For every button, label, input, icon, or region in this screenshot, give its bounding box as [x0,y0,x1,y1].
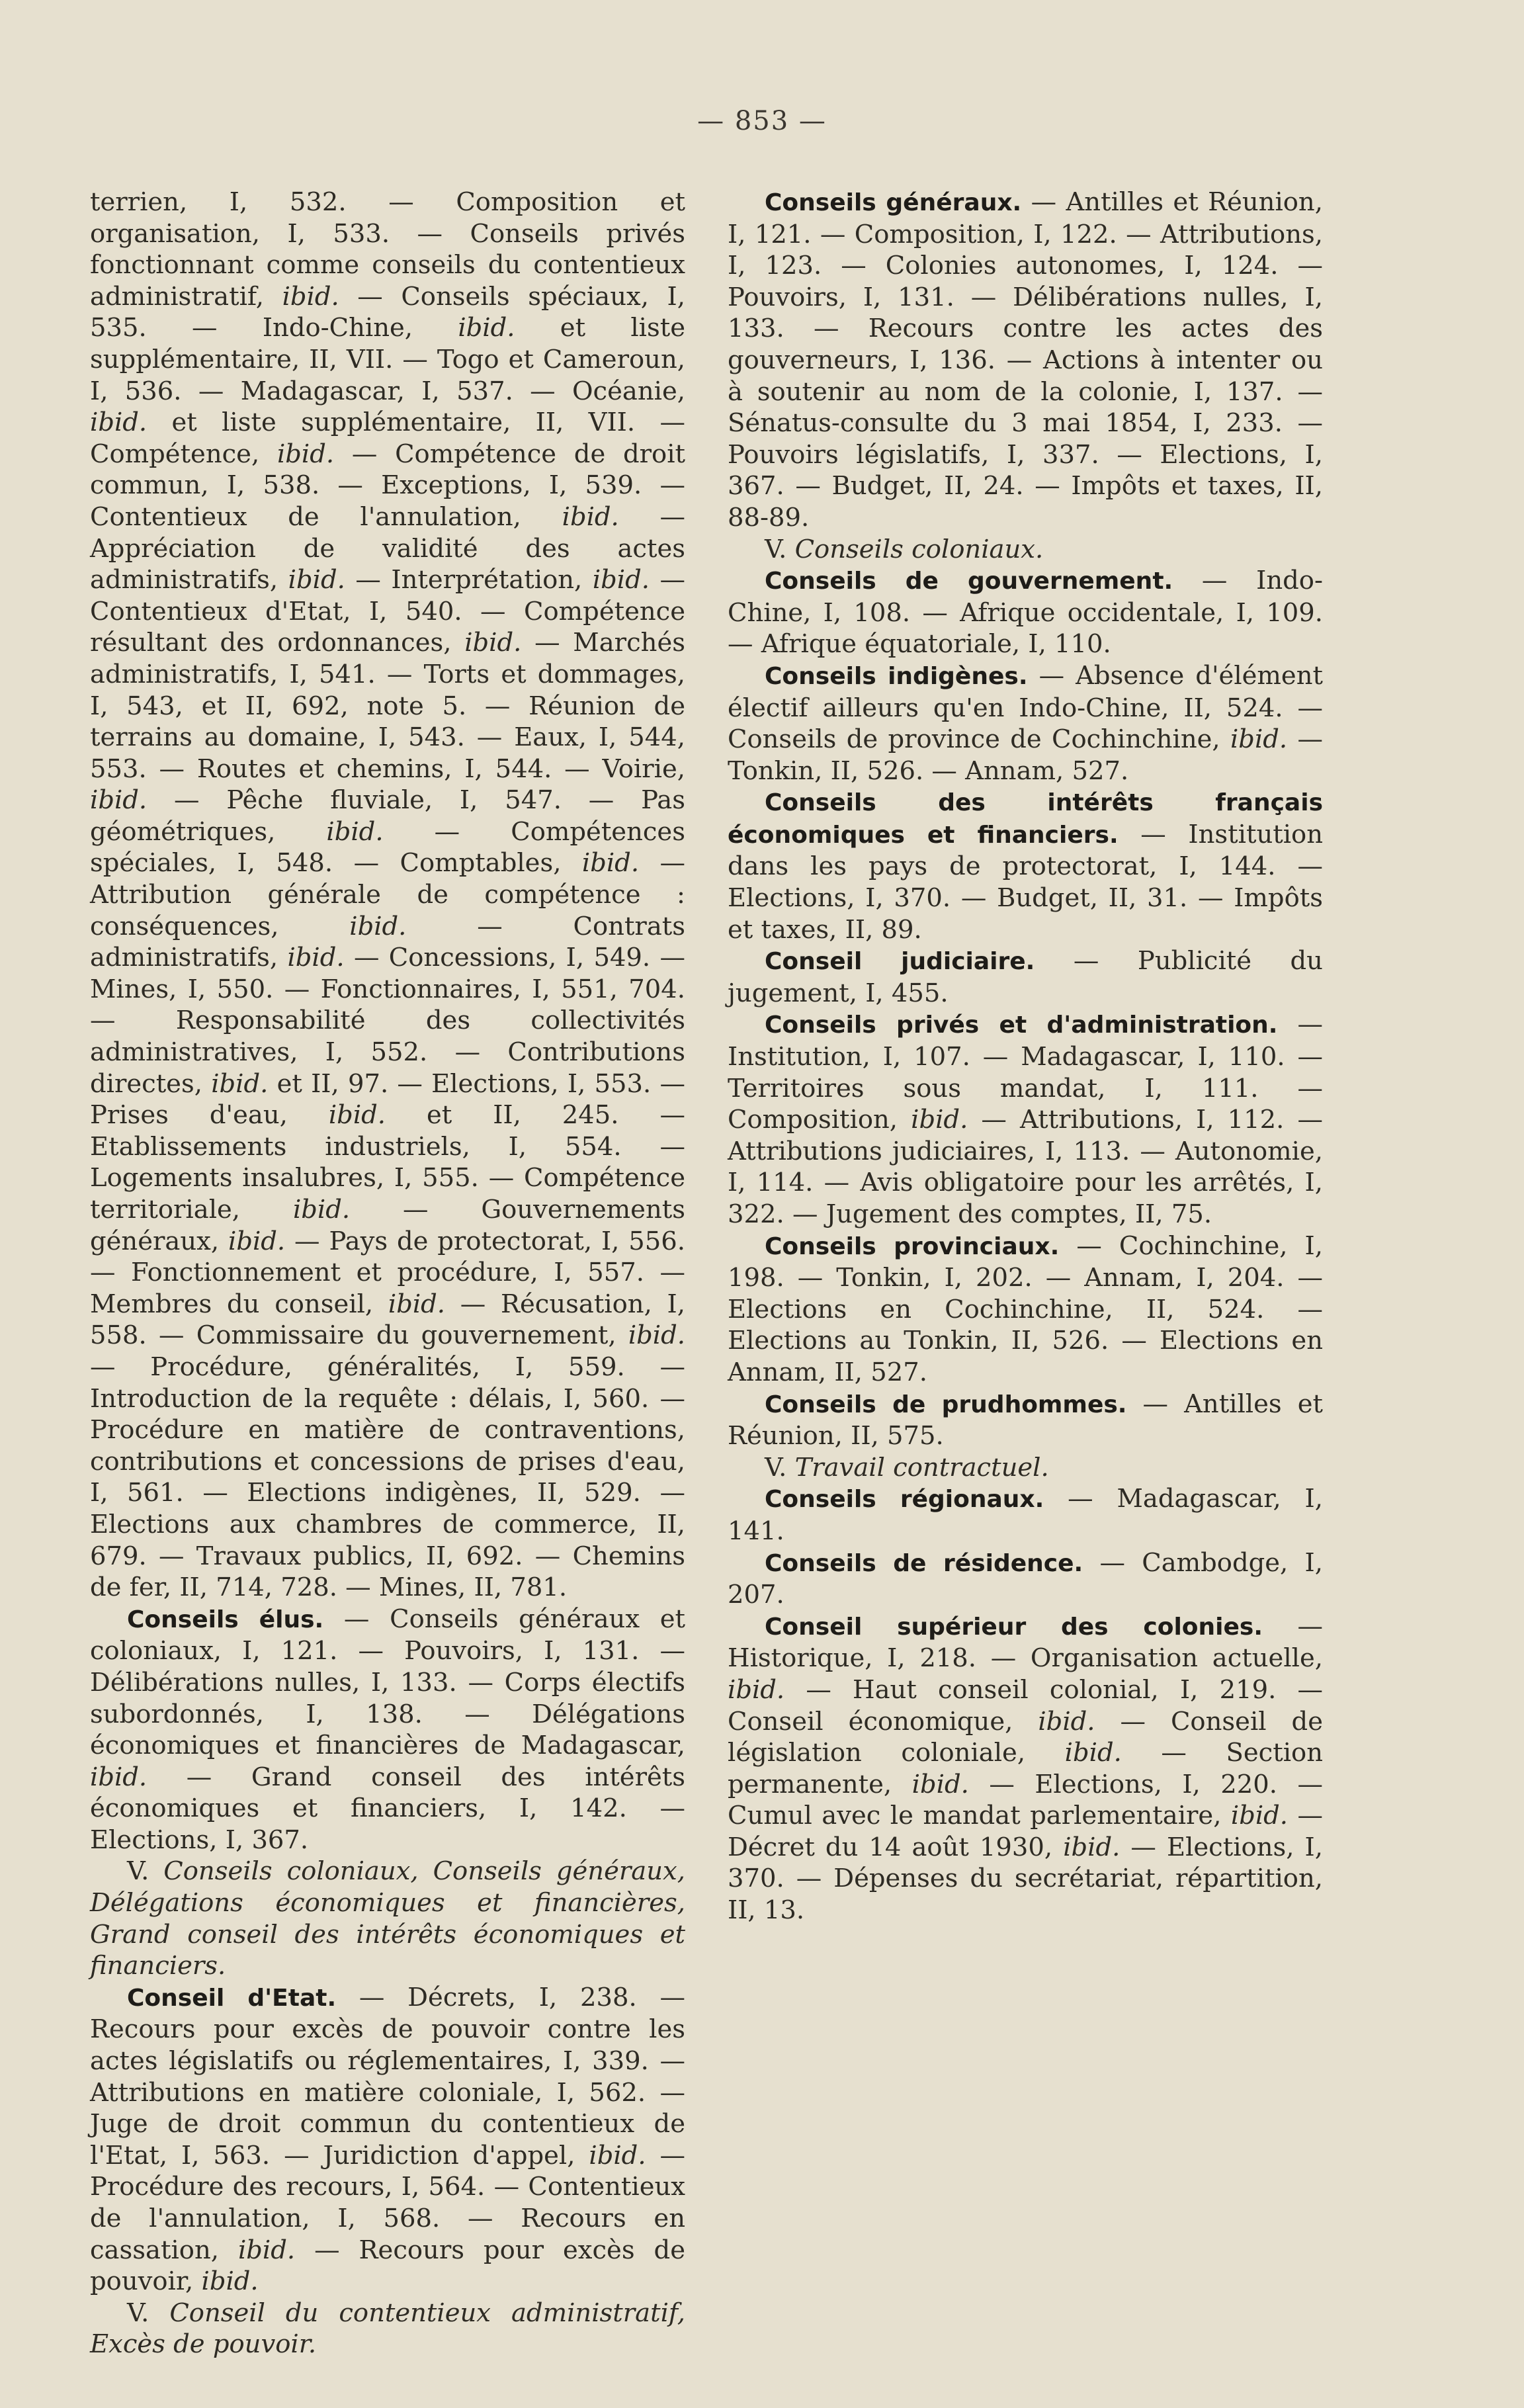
see-also [90,2298,685,2360]
entry-heading: Conseils de prudhommes. [765,1391,1127,1418]
index-entry [728,1009,1323,1230]
index-entry [728,1611,1323,1926]
entry-heading: Conseils de gouvernement. [765,568,1173,595]
entry-text: terrien, I, 532. — Composition et organisation, I, 533. — Conseils privés fonctionnant comme conseils du contentieux administratif, ibid. — Conseils spéciaux, I, 535. — Indo-Chine, ibid. et liste supplémentaire, II, VII. — Togo et Cameroun, I, 536. — Madagascar, I, 537. — Océanie, ibid. et liste supplémentaire, II, VII. — Compétence, ibid. — Compétence de droit commun, I, 538. — Exceptions, I, 539. — Contentieux de l'annulation, ibid. — Appréciation de validité des actes administratifs, ibid. — Interprétation, ibid. — Contentieux d'Etat, I, 540. — Compétence résultant des ordonnances, ibid. — Marchés administratifs, I, 541. — Torts et dommages, I, 543, et II, 692, note 5. — Réunion de terrains au domaine, I, 543. — Eaux, I, 544, 553. — Routes et chemins, I, 544. — Voirie, ibid. — Pêche fluviale, I, 547. — Pas géométriques, ibid. — Compétences spéciales, I, 548. — Comptables, ibid. — Attribution générale de compétence : conséquences, ibid. — Contrats administratifs, ibid. — Concessions, I, 549. — Mines, I, 550. — Fonctionnaires, I, 551, 704. — Responsabilité des collectivités administratives, I, 552. — Contributions directes, ibid. et II, 97. — Elections, I, 553. — Prises d'eau, ibid. et II, 245. — Etablissements industriels, I, 554. — Logements insalubres, I, 555. — Compétence territoriale, ibid. — Gouvernements généraux, ibid. — Pays de protectorat, I, 556. — Fonctionnement et procédure, I, 557. — Membres du conseil, ibid. — Récusation, I, 558. — Commissaire du gouvernement, ibid. — Procédure, généralités, I, 559. — Introduction de la requête : délais, I, 560. — Procédure en matière de contraventions, contributions et concessions de prises d'eau, I, 561. — Elections indigènes, II, 529. — Elections aux chambres de commerce, II, 679. — Travaux publics, II, 692. — Chemins de fer, II, 714, 728. — Mines, II, 781. [90,187,686,1603]
entry-text: — Cochinchine, I, 198. — Tonkin, I, 202. — Annam, I, 204. — Elections en Cochinchine, II, 524. — Elections au Tonkin, II, 526. — Elections en Annam, II, 527. [728,1230,1323,1387]
see-prefix: V. [765,534,795,564]
entry-text: — Absence d'élément électif ailleurs qu'en Indo-Chine, II, 524. — Conseils de province de Cochinchine, ibid. — Tonkin, II, 526. — Annam, 527. [728,660,1323,786]
index-entry [90,1604,685,1856]
see-prefix: V. [127,2298,170,2328]
index-entry [728,565,1323,660]
see-prefix: V. [127,1856,164,1887]
entry-heading: Conseil judiciaire. [765,948,1035,976]
index-entry [728,1483,1323,1547]
entry-text: — Cambodge, I, 207. [728,1547,1323,1610]
entry-text: — Institution, I, 107. — Madagascar, I, 110. — Territoires sous mandat, I, 111. — Composition, ibid. — Attributions, I, 112. — Attributions judiciaires, I, 113. — Autonomie, I, 114. — Avis obligatoire pour les arrêtés, I, 322. — Jugement des comptes, II, 75. [728,1010,1324,1229]
entry-text: — Antilles et Réunion, II, 575. [728,1389,1323,1451]
index-entry [728,787,1323,945]
see-also-text: Conseils coloniaux, Conseils généraux, Délégations économiques et financières, Grand conseil des intérêts économiques et financiers. [90,1856,685,1981]
see-also [728,534,1323,566]
entry-text: — Institution dans les pays de protectorat, I, 144. — Elections, I, 370. — Budget, II, 31. — Impôts et taxes, II, 89. [728,819,1323,945]
index-entry [728,1389,1323,1452]
index-entry [728,1230,1323,1389]
index-entry [90,1982,685,2298]
entry-text: — Indo-Chine, I, 108. — Afrique occidentale, I, 109. — Afrique équatoriale, I, 110. [728,566,1323,660]
entry-text: — Conseils généraux et coloniaux, I, 121. — Pouvoirs, I, 131. — Délibérations nulles, I, 133. — Corps électifs subordonnés, I, 138. — Délégations économiques et financières de Madagascar, ibid. — Grand conseil des intérêts économiques et financiers, I, 142. — Elections, I, 367. [90,1604,685,1855]
entry-heading: Conseils provinciaux. [765,1232,1060,1260]
entry-heading: Conseils de résidence. [765,1549,1083,1577]
entry-text: — Madagascar, I, 141. [728,1484,1323,1546]
entry-heading: Conseil d'Etat. [127,1984,337,2012]
see-also [90,1856,685,1981]
entry-heading: Conseil supérieur des colonies. [765,1613,1263,1641]
see-also-text: Travail contractuel. [794,1452,1049,1483]
see-prefix: V. [765,1452,795,1483]
right-column [728,187,1323,1926]
see-also [728,1452,1323,1484]
entry-heading: Conseils indigènes. [765,662,1028,690]
entry-heading: Conseils régionaux. [765,1486,1044,1514]
left-column [90,187,685,2360]
index-entry [728,187,1323,534]
index-entry [728,945,1323,1009]
entry-heading: Conseils privés et d'administration. [765,1011,1278,1039]
entry-heading: Conseils élus. [127,1606,324,1633]
see-also-text: Conseils coloniaux. [794,534,1044,564]
index-entry [728,1547,1323,1611]
entry-heading: Conseils généraux. [765,189,1022,216]
entry-heading: Conseils des intérêts français économiques et financiers. [728,789,1323,849]
index-entry [90,187,685,1604]
page-number: — 853 — [697,106,827,136]
index-entry [728,660,1323,787]
see-also-text: Conseil du contentieux administratif, Excès de pouvoir. [90,2298,685,2360]
entry-text: — Historique, I, 218. — Organisation actuelle, ibid. — Haut conseil colonial, I, 219. — Conseil économique, ibid. — Conseil de législation coloniale, ibid. — Section permanente, ibid. — Elections, I, 220. — Cumul avec le mandat parlementaire, ibid. — Décret du 14 août 1930, ibid. — Elections, I, 370. — Dépenses du secrétariat, répartition, II, 13. [728,1611,1323,1926]
entry-text: — Décrets, I, 238. — Recours pour excès de pouvoir contre les actes législatifs ou réglementaires, I, 339. — Attributions en matière coloniale, I, 562. — Juge de droit commun du contentieux de l'Etat, I, 563. — Juridiction d'appel, ibid. — Procédure des recours, I, 564. — Contentieux de l'annulation, I, 568. — Recours en cassation, ibid. — Recours pour excès de pouvoir, ibid. [90,1982,685,2297]
entry-text: — Publicité du jugement, I, 455. [728,946,1323,1008]
entry-text: — Antilles et Réunion, I, 121. — Composition, I, 122. — Attributions, I, 123. — Colonies autonomes, I, 124. — Pouvoirs, I, 131. — Délibérations nulles, I, 133. — Recours contre les actes des gouverneurs, I, 136. — Actions à intenter ou à soutenir au nom de la colonie, I, 137. — Sénatus-consulte du 3 mai 1854, I, 233. — Pouvoirs législatifs, I, 337. — Elections, I, 367. — Budget, II, 24. — Impôts et taxes, II, 88-89. [728,187,1323,533]
